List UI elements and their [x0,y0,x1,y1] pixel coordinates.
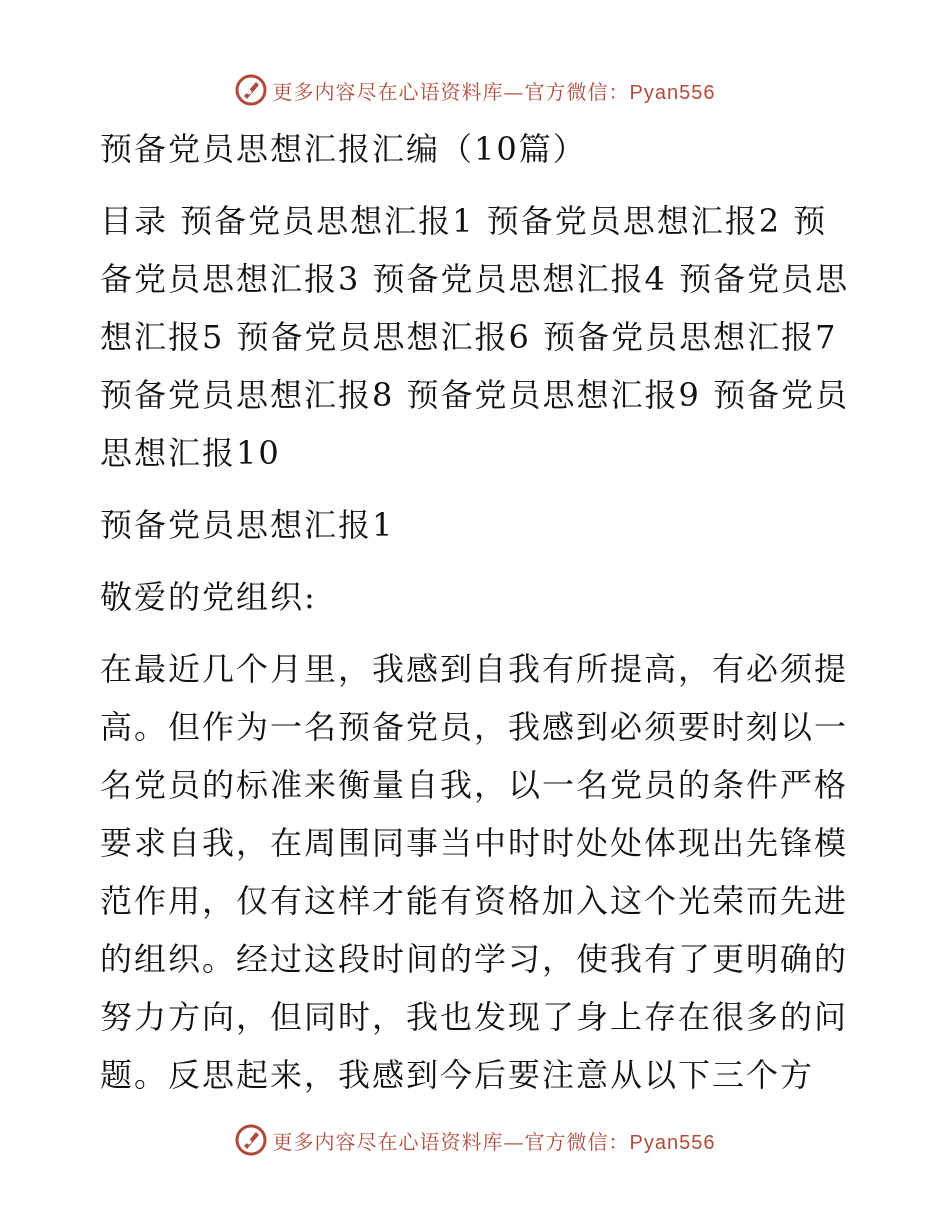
banner-text: 更多内容尽在心语资料库—官方微信：Pyan556 [272,1129,716,1154]
pen-seal-logo-icon [235,74,267,106]
table-of-contents: 目录 预备党员思想汇报1 预备党员思想汇报2 预备党员思想汇报3 预备党员思想汇报4 预备党员思想汇报5 预备党员思想汇报6 预备党员思想汇报7 预备党员思想汇报8 预备党员思想汇报9 预备党员思想汇报10 [100,202,850,472]
greeting: 敬爱的党组织: [100,578,317,616]
wechat-id: Pyan556 [629,81,716,104]
document-title: 预备党员思想汇报汇编（10篇） [100,130,587,168]
banner-text: 更多内容尽在心语资料库—官方微信：Pyan556 [272,79,716,104]
body-paragraph: 在最近几个月里，我感到自我有所提高，有必须提高。但作为一名预备党员，我感到必须要时刻以一名党员的标准来衡量自我，以一名党员的条件严格要求自我，在周围同事当中时时处处体现出先锋模范作用，仅有这样才能有资格加入这个光荣而先进的组织。经过这段时间的学习，使我有了更明确的努力方向，但同时，我也发现了身上存在很多的问题。反思起来，我感到今后要注意从以下三个方 [100,650,849,1094]
footer-banner [0,1122,950,1158]
wechat-id: Pyan556 [629,1131,716,1154]
pen-seal-logo-icon [235,1124,267,1156]
section-title: 预备党员思想汇报1 [100,506,395,544]
document-content [100,120,850,1104]
header-banner [0,72,950,108]
